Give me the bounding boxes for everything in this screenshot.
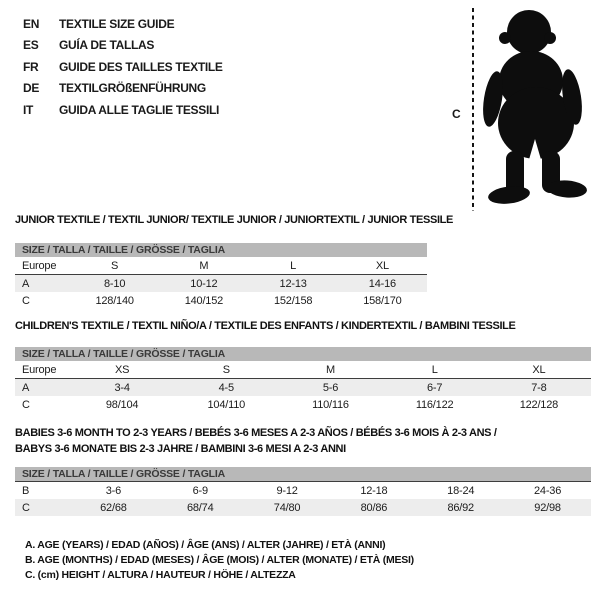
language-code: DE: [23, 81, 40, 96]
babies-title-line-1: BABIES 3-6 MONTH TO 2-3 YEARS / BEBÉS 3-6 MESES A 2-3 AÑOS / BÉBÉS 3-6 MOIS À 2-3 ANS /: [15, 427, 497, 439]
size-cell: XS: [114, 363, 130, 376]
size-cell: 152/158: [273, 294, 313, 307]
size-cell: 98/104: [105, 398, 139, 411]
size-cell: 18-24: [417, 482, 504, 500]
children-section-title: CHILDREN'S TEXTILE / TEXTIL NIÑO/A / TEXTILE DES ENFANTS / KINDERTEXTIL / BAMBINI TESSILE: [15, 320, 516, 332]
size-cell: 5-6: [278, 379, 382, 397]
size-cell: 104/110: [207, 398, 246, 411]
footnote-a: A. AGE (YEARS) / EDAD (AÑOS) / ÂGE (ANS) / ALTER (JAHRE) / ETÀ (ANNI): [25, 539, 386, 551]
size-cell: 80/86: [330, 499, 417, 516]
language-title: GUÍA DE TALLAS: [59, 38, 155, 53]
language-row: [23, 99, 223, 121]
size-cell: S: [222, 363, 230, 376]
row-label: C: [22, 294, 30, 307]
language-title: GUIDA ALLE TAGLIE TESSILI: [59, 102, 220, 117]
size-cell: 7-8: [487, 379, 591, 397]
size-header-row: [15, 347, 591, 361]
baby-silhouette-icon: [480, 5, 596, 213]
junior-section-title: JUNIOR TEXTILE / TEXTIL JUNIOR/ TEXTILE JUNIOR / JUNIORTEXTIL / JUNIOR TESSILE: [15, 214, 454, 226]
row-label: C: [15, 499, 70, 516]
table-row: [15, 361, 591, 379]
table-row: [15, 292, 427, 309]
size-cell: 10-12: [159, 275, 248, 293]
size-cell: 24-36: [504, 482, 591, 500]
size-cell: 158/170: [363, 294, 402, 307]
babies-section-title: [15, 425, 497, 457]
height-dashed-line: [472, 8, 474, 211]
size-cell: 128/140: [95, 294, 134, 307]
language-code: FR: [23, 59, 39, 74]
language-row: [23, 13, 223, 35]
size-header-label: SIZE / TALLA / TAILLE / GRÖSSE / TAGLIA: [15, 467, 591, 482]
language-title-list: [23, 13, 223, 121]
size-cell: 4-5: [174, 379, 278, 397]
children-size-table: [15, 347, 591, 413]
size-cell: 122/128: [519, 398, 559, 411]
table-row: [15, 499, 591, 516]
babies-size-table: [15, 467, 591, 516]
size-cell: 14-16: [338, 275, 427, 293]
row-label: B: [15, 482, 70, 500]
size-cell: 92/98: [504, 499, 591, 516]
language-row: [23, 78, 223, 100]
height-marker-label: C: [452, 107, 461, 121]
size-cell: L: [290, 259, 297, 272]
size-cell: 3-4: [70, 379, 174, 397]
table-row: [15, 275, 427, 293]
table-row: [15, 482, 591, 500]
row-label: C: [22, 398, 30, 411]
size-cell: 12-18: [330, 482, 417, 500]
size-cell: S: [111, 259, 119, 272]
size-cell: 68/74: [157, 499, 244, 516]
size-cell: 3-6: [70, 482, 157, 500]
table-row: [15, 257, 427, 275]
row-label: Europe: [22, 363, 57, 376]
size-cell: L: [431, 363, 438, 376]
junior-size-table: [15, 243, 427, 309]
size-cell: XL: [375, 259, 389, 272]
size-cell: 6-9: [157, 482, 244, 500]
language-title: TEXTILGRÖßENFÜHRUNG: [59, 81, 206, 96]
size-header-row: [15, 243, 427, 257]
footnote-c: C. (cm) HEIGHT / ALTURA / HAUTEUR / HÖHE / ALTEZZA: [25, 569, 296, 582]
footnote-b: B. AGE (MONTHS) / EDAD (MESES) / ÂGE (MOIS) / ALTER (MONATE) / ETÀ (MESI): [25, 554, 414, 567]
row-label: A: [15, 379, 70, 397]
size-header-label: SIZE / TALLA / TAILLE / GRÖSSE / TAGLIA: [15, 243, 427, 257]
row-label: A: [15, 275, 70, 293]
size-cell: 62/68: [70, 499, 157, 516]
babies-title-line-2: BABYS 3-6 MONATE BIS 2-3 JAHRE / BAMBINI 3-6 MESI A 2-3 ANNI: [15, 443, 346, 455]
size-header-label: SIZE / TALLA / TAILLE / GRÖSSE / TAGLIA: [15, 347, 591, 361]
language-code: IT: [23, 102, 34, 117]
size-cell: 12-13: [249, 275, 338, 293]
footnotes: [25, 538, 414, 584]
size-cell: 6-7: [383, 379, 487, 397]
size-cell: M: [325, 363, 335, 376]
size-cell: 140/152: [184, 294, 224, 307]
size-header-row: [15, 467, 591, 482]
language-code: ES: [23, 38, 39, 53]
language-row: [23, 35, 223, 57]
row-label: Europe: [22, 259, 57, 272]
table-row: [15, 379, 591, 397]
language-row: [23, 56, 223, 78]
size-cell: 8-10: [70, 275, 159, 293]
size-cell: 110/116: [312, 398, 349, 411]
size-cell: M: [199, 259, 209, 272]
size-cell: XL: [532, 363, 546, 376]
size-cell: 74/80: [244, 499, 331, 516]
language-code: EN: [23, 16, 40, 31]
language-title: TEXTILE SIZE GUIDE: [59, 16, 175, 31]
size-cell: 86/92: [417, 499, 504, 516]
size-cell: 9-12: [244, 482, 331, 500]
size-cell: 116/122: [415, 398, 454, 411]
table-row: [15, 396, 591, 413]
language-title: GUIDE DES TAILLES TEXTILE: [59, 59, 223, 74]
